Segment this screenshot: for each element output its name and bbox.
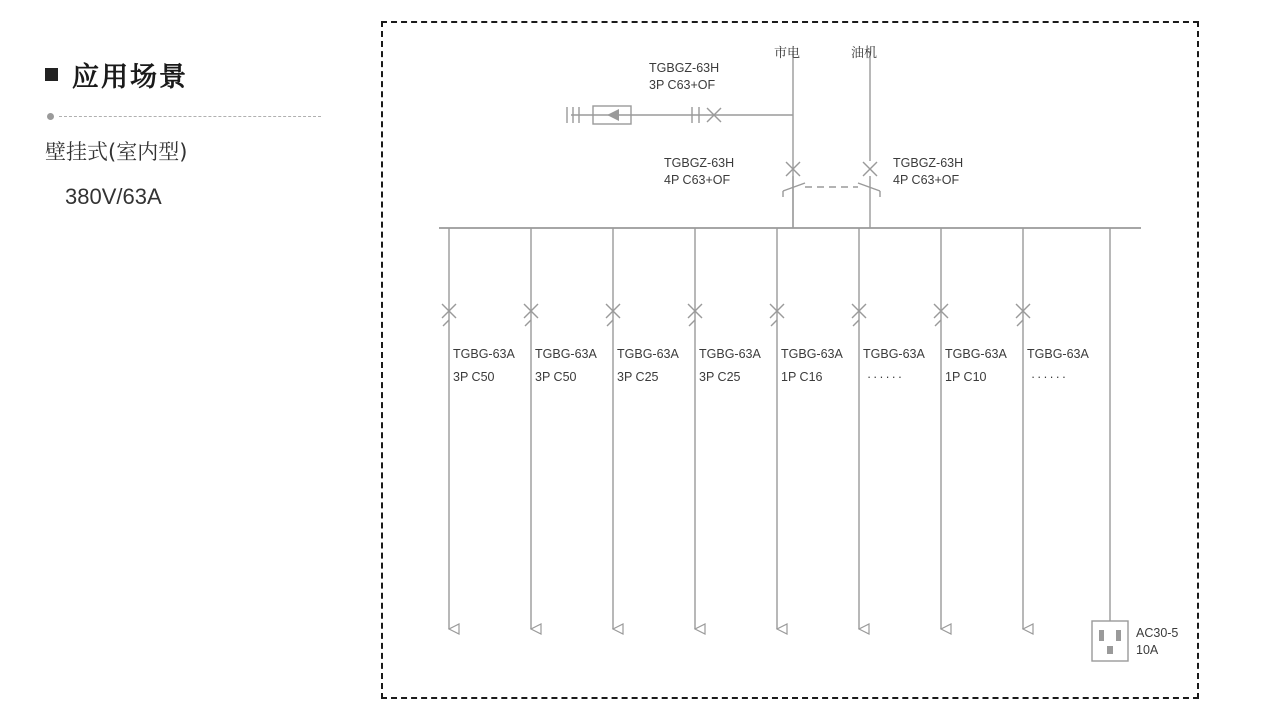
single-line-diagram — [381, 21, 1199, 699]
divider-dashed-line — [59, 116, 321, 117]
label-incoming-breaker-model: TGBGZ-63H — [649, 61, 720, 75]
branch-label-rating: 1P C10 — [945, 370, 987, 384]
label-generator: 油机 — [851, 46, 878, 61]
label-transfer-left-rating: 4P C63+OF — [664, 173, 731, 187]
left-panel — [45, 55, 345, 210]
square-bullet-icon — [45, 68, 58, 81]
branch-label-rating: 3P C25 — [617, 370, 659, 384]
label-transfer-left-model: TGBGZ-63H — [664, 156, 735, 170]
socket-label-model: AC30-5 — [1136, 626, 1179, 640]
divider-dot-icon — [47, 113, 54, 120]
divider — [47, 111, 322, 121]
branch-label-model: TGBG-63A — [453, 347, 515, 361]
section-title-row — [45, 55, 345, 94]
branch-label-model: TGBG-63A — [617, 347, 679, 361]
branch-label-rating: ······ — [867, 370, 904, 384]
branch-label-model: TGBG-63A — [699, 347, 761, 361]
spec-text: 380V/63A — [65, 184, 162, 209]
label-mains: 市电 — [774, 46, 801, 61]
socket-label-rating: 10A — [1136, 643, 1159, 657]
branch-label-rating: 3P C50 — [535, 370, 577, 384]
branch-label-model: TGBG-63A — [945, 347, 1007, 361]
branch-label-model: TGBG-63A — [1027, 347, 1089, 361]
branch-label-rating: ······ — [1031, 370, 1068, 384]
branch-label-model: TGBG-63A — [781, 347, 843, 361]
branch-label-model: TGBG-63A — [535, 347, 597, 361]
label-transfer-right-model: TGBGZ-63H — [893, 156, 964, 170]
subtitle: 壁挂式(室内型) — [45, 140, 188, 164]
label-incoming-breaker-rating: 3P C63+OF — [649, 78, 716, 92]
branch-label-rating: 3P C25 — [699, 370, 741, 384]
page-title: 应用场景 — [72, 62, 188, 93]
branch-label-model: TGBG-63A — [863, 347, 925, 361]
branch-label-rating: 3P C50 — [453, 370, 495, 384]
label-transfer-right-rating: 4P C63+OF — [893, 173, 960, 187]
branch-label-rating: 1P C16 — [781, 370, 823, 384]
